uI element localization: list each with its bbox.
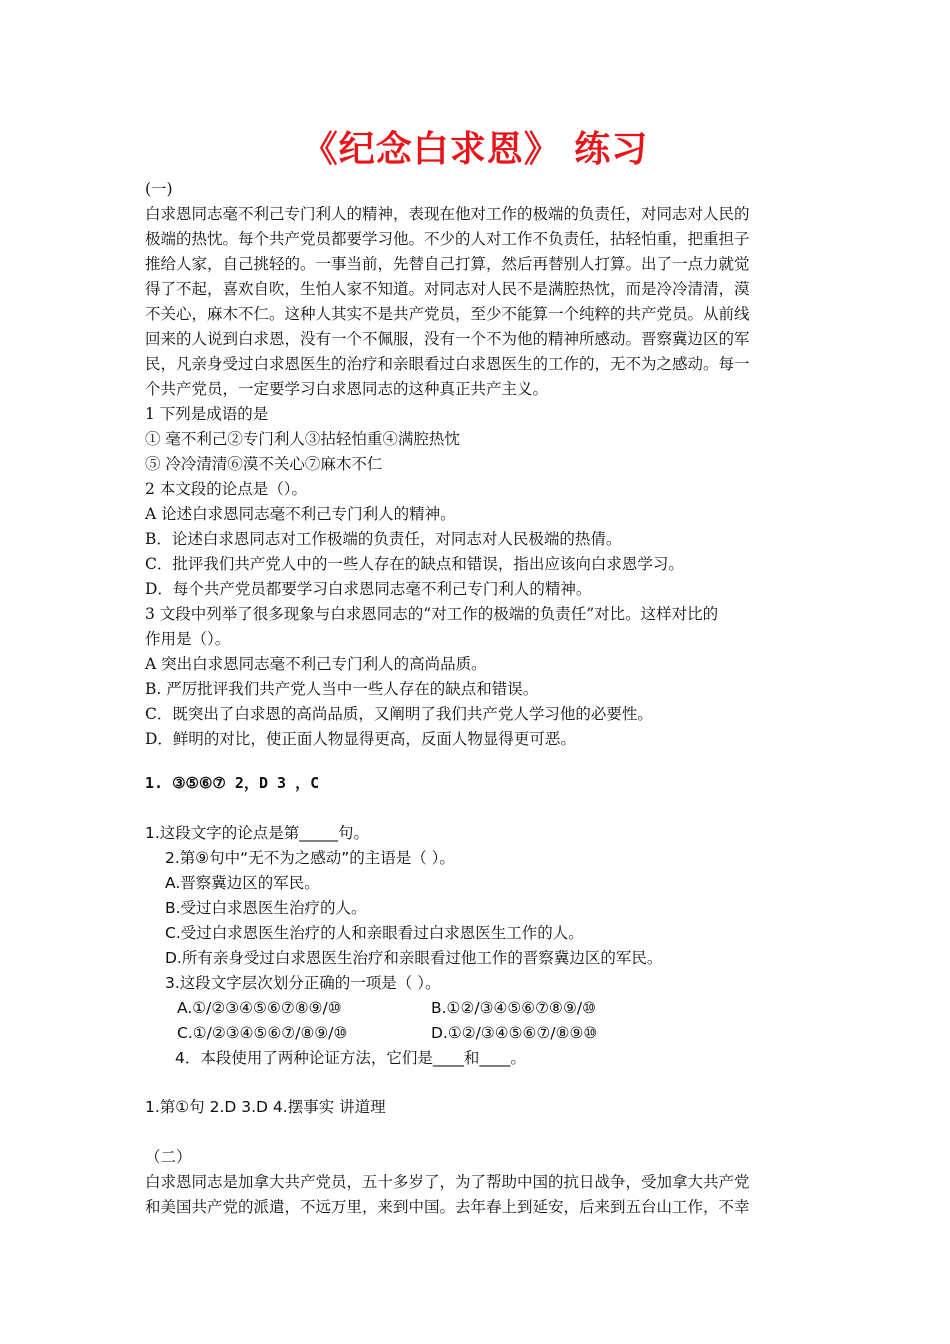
section-label: (一) <box>145 180 173 198</box>
page-title: 《纪念白求恩》 练习 <box>301 129 649 170</box>
paragraph-line: 白求恩同志毫不利己专门利人的精神，表现在他对工作的极端的负责任，对同志对人民的 <box>145 205 750 223</box>
option-line: D．每个共产党员都要学习白求恩同志毫不利己专门利人的精神。 <box>145 580 592 598</box>
question-line: 2 本文段的论点是（）。 <box>145 480 308 498</box>
paragraph-line: 白求恩同志是加拿大共产党员，五十多岁了，为了帮助中国的抗日战争，受加拿大共产党 <box>145 1173 750 1191</box>
section-two <box>145 821 815 1071</box>
option-row <box>145 996 815 1021</box>
paragraph-line: 不关心，麻木不仁。这种人其实不是共产党员，至少不能算一个纯粹的共产党员。从前线 <box>145 305 750 323</box>
question-line: ① 毫不利己②专门利人③拈轻怕重④满腔热忱 <box>145 430 460 448</box>
option-line: B. 严厉批评我们共产党人当中一些人存在的缺点和错误。 <box>145 680 539 698</box>
question-line: 1 下列是成语的是 <box>145 405 269 423</box>
paragraph-line: 推给人家，自己挑轻的。一事当前，先替自己打算，然后再替别人打算。出了一点力就觉 <box>145 255 750 273</box>
option-line: A.晋察冀边区的军民。 <box>165 874 320 892</box>
answer-line: 1.第①句 2.D 3.D 4.摆事实 讲道理 <box>145 1098 386 1116</box>
option-line: D.所有亲身受过白求恩医生治疗和亲眼看过他工作的晋察冀边区的军民。 <box>165 949 663 967</box>
question-line: 2.第⑨句中“无不为之感动”的主语是（ ）。 <box>165 849 455 867</box>
answer-key-one <box>145 771 815 796</box>
option-line: B.受过白求恩医生治疗的人。 <box>165 899 367 917</box>
answer-key-two <box>145 1095 815 1120</box>
question-line: 3.这段文字层次划分正确的一项是（ ）。 <box>165 974 441 992</box>
option-c: C.①/②③④⑤⑥⑦/⑧⑨/⑩ <box>177 1024 348 1042</box>
option-line: C．既突出了白求恩的高尚品质，又阐明了我们共产党人学习他的必要性。 <box>145 705 653 723</box>
paragraph-line: 得了不起，喜欢自吹，生怕人家不知道。对同志对人民不是满腔热忱，而是冷冷清清，漠 <box>145 280 750 298</box>
question-line: 4．本段使用了两种论证方法，它们是____和____。 <box>175 1049 526 1067</box>
option-line: C.受过白求恩医生治疗的人和亲眼看过白求恩医生工作的人。 <box>165 924 584 942</box>
section-three <box>145 1145 815 1220</box>
option-line: D．鲜明的对比，使正面人物显得更高，反面人物显得更可恶。 <box>145 730 576 748</box>
option-a: A.①/②③④⑤⑥⑦⑧⑨/⑩ <box>177 999 342 1017</box>
paragraph-line: 和美国共产党的派遣，不远万里，来到中国。去年春上到延安，后来到五台山工作，不幸 <box>145 1198 750 1216</box>
paragraph-line: 极端的热忱。每个共产党员都要学习他。不少的人对工作不负责任，拈轻怕重，把重担子 <box>145 230 750 248</box>
option-b: B.①②/③④⑤⑥⑦⑧⑨/⑩ <box>431 999 596 1017</box>
section-label: （二） <box>145 1148 192 1166</box>
paragraph-line: 民，凡亲身受过白求恩医生的治疗和亲眼看过白求恩医生的工作的，无不为之感动。每一 <box>145 355 750 373</box>
paragraph-line: 个共产党员，一定要学习白求恩同志的这种真正共产主义。 <box>145 380 549 398</box>
option-line: B．论述白求恩同志对工作极端的负责任，对同志对人民极端的热倩。 <box>145 530 622 548</box>
paragraph-line: 回来的人说到白求恩，没有一个不佩服，没有一个不为他的精神所感动。晋察冀边区的军 <box>145 330 750 348</box>
option-line: A 突出白求恩同志毫不利己专门利人的高尚品质。 <box>145 655 487 673</box>
option-d: D.①②/③④⑤⑥⑦/⑧⑨⑩ <box>431 1024 598 1042</box>
section-one <box>145 177 815 752</box>
question-line: 1.这段文字的论点是第_____句。 <box>145 824 370 842</box>
option-line: A 论述白求恩同志毫不利己专门利人的精神。 <box>145 505 456 523</box>
question-line: ⑤ 冷冷清清⑥漠不关心⑦麻木不仁 <box>145 455 383 473</box>
answer-line: 1. ③⑤⑥⑦ 2，D 3 ，C <box>145 774 320 792</box>
option-row <box>145 1021 815 1046</box>
option-line: C．批评我们共产党人中的一些人存在的缺点和错误，指出应该向白求恩学习。 <box>145 555 684 573</box>
question-line: 3 文段中列举了很多现象与白求恩同志的“对工作的极端的负责任”对比。这样对比的 <box>145 605 719 623</box>
question-line: 作用是（）。 <box>145 630 231 648</box>
